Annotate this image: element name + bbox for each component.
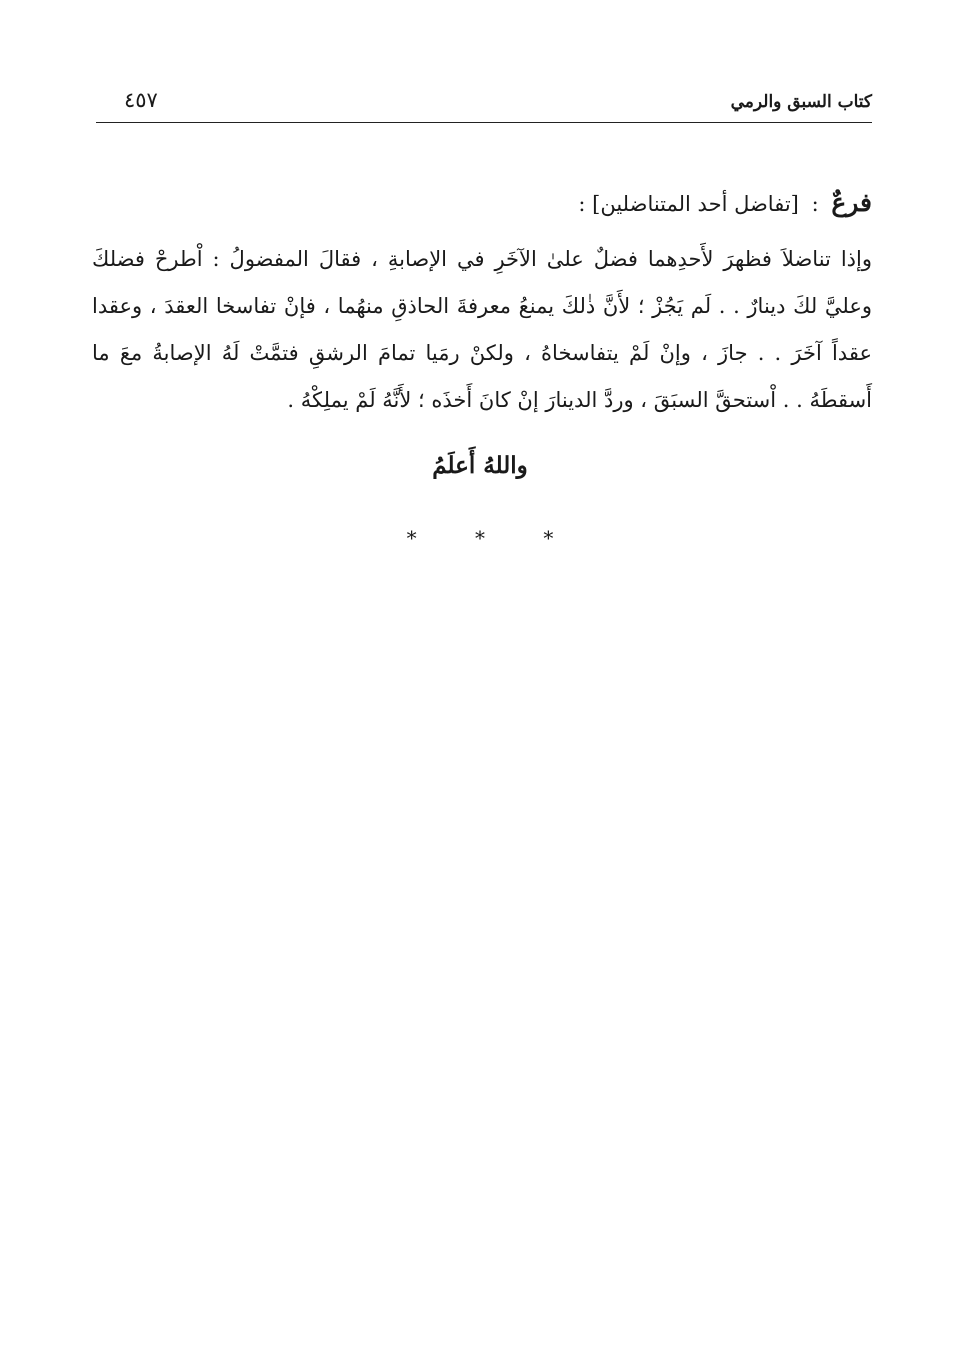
section-separator: * * *: [406, 526, 580, 550]
running-header: [96, 82, 872, 123]
book-title: كتاب السبق والرمي: [730, 92, 872, 112]
section-label: فرعٌ: [831, 188, 872, 217]
page-number: ٤٥٧: [124, 88, 158, 112]
section-title: [تفاضل أحد المتناضلين] :: [578, 192, 799, 216]
section-heading: [92, 185, 872, 222]
section-body: [92, 185, 872, 445]
section-colon: :: [811, 192, 819, 216]
closing-phrase: واللهُ أَعلَمُ: [432, 452, 528, 479]
section-paragraph: وإذا تناضلاَ فظهرَ لأَحدِهما فضلٌ علىٰ الآخَرِ في الإصابةِ ، فقالَ المفضولُ : اْطرحْ فضلكَ وعليَّ لكَ دينارٌ . . لَم يَجُزْ ؛ لأَنَّ ذٰلكَ يمنعُ معرفةَ الحاذقِ منهُما ، فإنْ تفاسخا العقدَ ، وعقدا عقداً آخَرَ . . جازَ ، وإنْ لَمْ يتفاسخاهُ ، ولكنْ رمَيا تمامَ الرشقِ فتمَّتْ لَهُ الإصابةُ معَ ما أَسقطَهُ . . اْستحقَّ السبَقَ ، وردَّ الدينارَ إنْ كانَ أَخذَه ؛ لأَنَّهُ لَمْ يملِكْهُ .: [92, 247, 872, 412]
